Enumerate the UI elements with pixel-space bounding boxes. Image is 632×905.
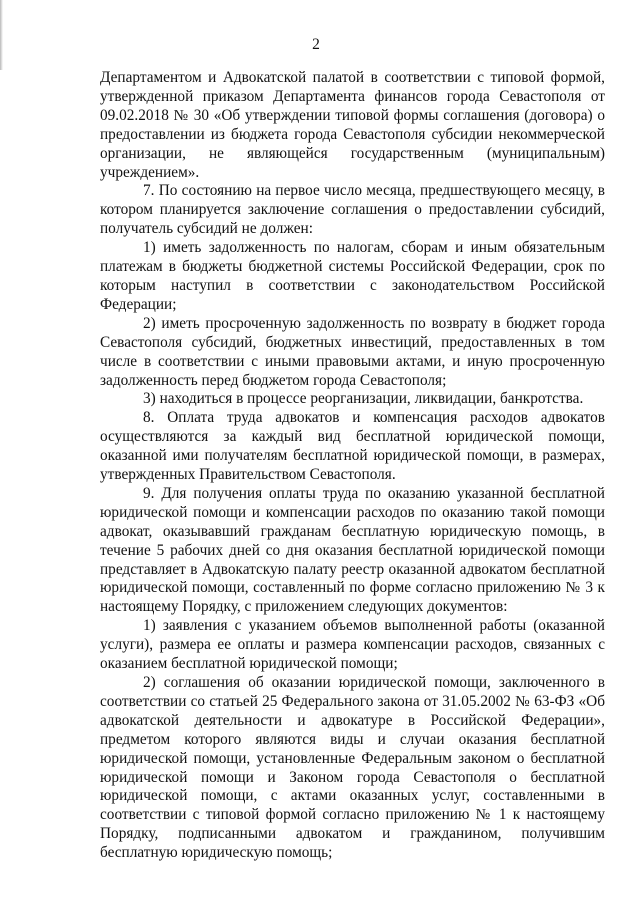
paragraph: 1) иметь задолженность по налогам, сборам и иным обязательным платежам в бюджеты бюджетной системы Российской Федерации, срок по которым наступил в соответствии с законодательством Российской Федерации; [100, 239, 605, 313]
document-body [100, 69, 605, 863]
page-number: 2 [312, 36, 320, 53]
paragraph: 2) соглашения об оказании юридической помощи, заключенного в соответствии со статьей 25 Федерального закона от 31.05.2002 № 63-ФЗ «Об адвокатской деятельности и адвокатуре в Российской Федерации», предметом которого являются виды и случаи оказания бесплатной юридической помощи, установленные Федеральным законом о бесплатной юридической помощи и Законом города Севастополя о бесплатной юридической помощи, с актами оказанных услуг, составленными в соответствии с типовой формой согласно приложению № 1 к настоящему Порядку, подписанными адвокатом и гражданином, получившим бесплатную юридическую помощь; [100, 674, 605, 862]
paragraph: 2) иметь просроченную задолженность по возврату в бюджет города Севастополя субсидий, бюджетных инвестиций, предоставленных в том числе в соответствии с иными правовыми актами, и иную просроченную задолженность перед бюджетом города Севастополя; [100, 314, 605, 389]
paragraph: 7. По состоянию на первое число месяца, предшествующего месяцу, в котором планируется заключение соглашения о предоставлении субсидий, получатель субсидий не должен: [100, 182, 605, 238]
paragraph: 3) находиться в процессе реорганизации, ликвидации, банкротства. [143, 390, 584, 408]
paragraph: 9. Для получения оплаты труда по оказанию указанной бесплатной юридической помощи и компенсации расходов по оказанию такой помощи адвокат, оказывавший гражданам бесплатную юридическую помощь, в течение 5 рабочих дней со дня оказания бесплатной юридической помощи представляет в Адвокатскую палату реестр оказанной адвокатом бесплатной юридической помощи, составленный по форме согласно приложению № 3 к настоящему Порядку, с приложением следующих документов: [100, 484, 605, 616]
scan-edge-shadow [0, 0, 3, 70]
paragraph: Департаментом и Адвокатской палатой в соответствии с типовой формой, утвержденной приказом Департамента финансов города Севастополя от 09.02.2018 № 30 «Об утверждении типовой формы соглашения (договора) о предоставлении из бюджета города Севастополя субсидии некоммерческой организации, не являющейся государственным (муниципальным) учреждением». [100, 69, 605, 181]
paragraph: 1) заявления с указанием объемов выполненной работы (оказанной услуги), размера ее оплаты и размера компенсации расходов, связанных с оказанием бесплатной юридической помощи; [100, 617, 605, 673]
paragraph: 8. Оплата труда адвокатов и компенсация расходов адвокатов осуществляются за каждый вид бесплатной юридической помощи, оказанной ими получателям бесплатной юридической помощи, в размерах, утвержденных Правительством Севастополя. [100, 409, 605, 484]
